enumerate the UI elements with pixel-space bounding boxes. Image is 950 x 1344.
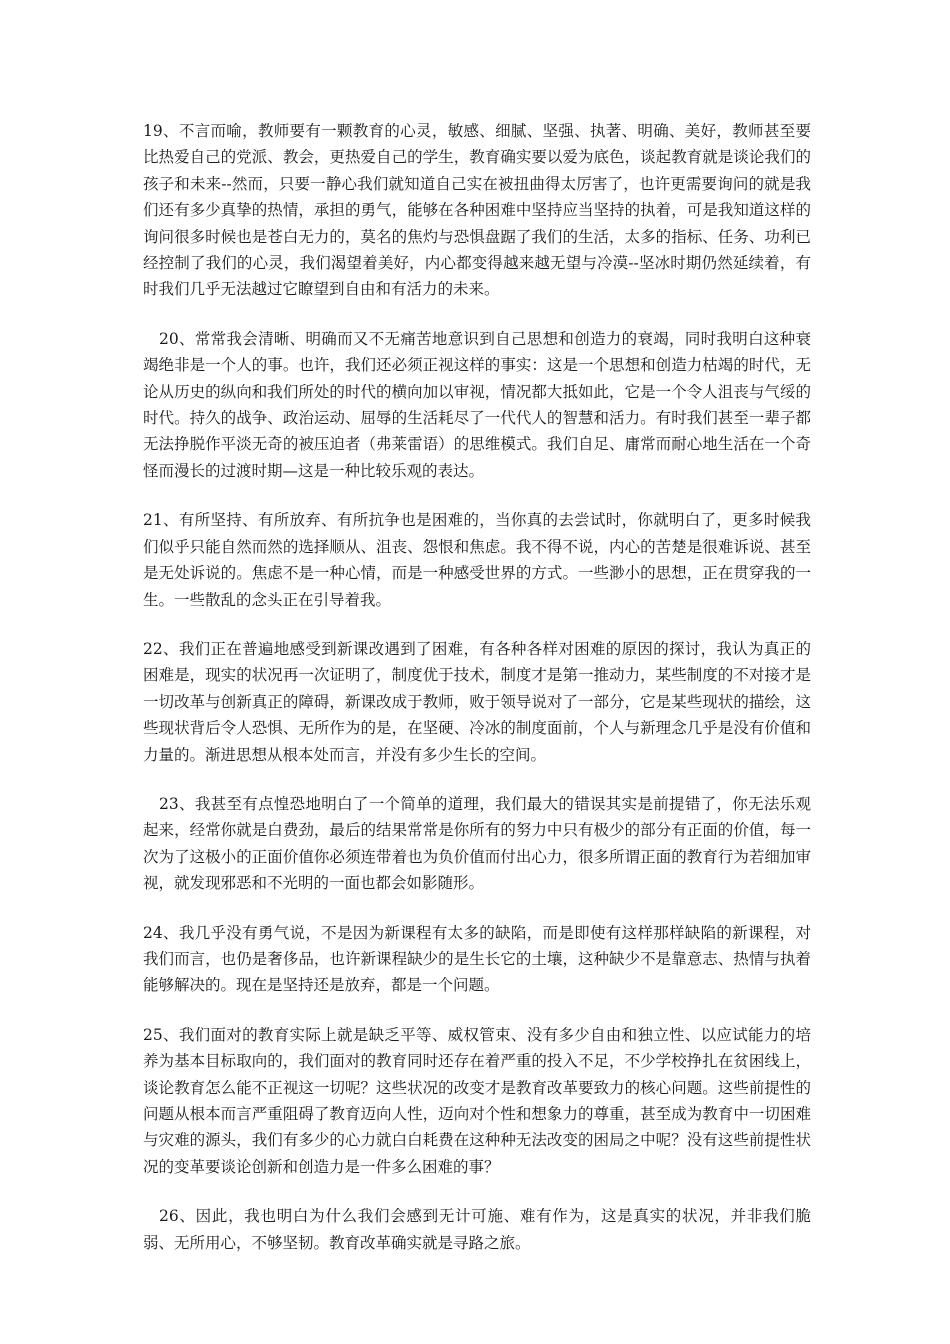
paragraph-19: 19、不言而喻，教师要有一颗教育的心灵，敏感、细腻、坚强、执著、明确、美好，教师甚至要比热爱自己的党派、教会，更热爱自己的学生，教育确实要以爱为底色，谈起教育就是谈论我们的孩子和未来--然而，只要一静心我们就知道自己实在被扭曲得太厉害了，也许更需要询问的就是我们还有多少真挚的热情，承担的勇气，能够在各种困难中坚持应当坚持的执着，可是我知道这样的询问很多时候也是苍白无力的，莫名的焦灼与恐惧盘踞了我们的生活，太多的指标、任务、功利已经控制了我们的心灵，我们渴望着美好，内心都变得越来越无望与冷漠--坚冰时期仍然延续着，有时我们几乎无法越过它瞭望到自由和有活力的未来。 [143, 122, 811, 299]
paragraph-26: 26、因此，我也明白为什么我们会感到无计可施、难有作为，这是真实的状况，并非我们脆弱、无所用心，不够坚韧。教育改革确实就是寻路之旅。 [143, 1207, 811, 1252]
paragraph-23: 23、我甚至有点惶恐地明白了一个简单的道理，我们最大的错误其实是前提错了，你无法乐观起来，经常你就是白费劲，最后的结果常常是你所有的努力中只有极少的部分有正面的价值，每一次为了这极小的正面价值你必须连带着也为负价值而付出心力，很多所谓正面的教育行为若细加审视，就发现邪恶和不光明的一面也都会如影随形。 [143, 794, 811, 893]
paragraph-20: 20、常常我会清晰、明确而又不无痛苦地意识到自己思想和创造力的衰竭，同时我明白这种衰竭绝非是一个人的事。也许，我们还必须正视这样的事实：这是一个思想和创造力枯竭的时代，无论从历史的纵向和我们所处的时代的横向加以审视，情况都大抵如此，它是一个令人沮丧与气绥的时代。持久的战争、政治运动、屈辱的生活耗尽了一代代人的智慧和活力。有时我们甚至一辈子都无法挣脱作平淡无奇的被压迫者（弗莱雷语）的思维模式。我们自足、庸常而耐心地生活在一个奇怪而漫长的过渡时期—这是一种比较乐观的表达。 [143, 329, 811, 480]
paragraph-24: 24、我几乎没有勇气说，不是因为新课程有太多的缺陷，而是即使有这样那样缺陷的新课程，对我们而言，也仍是奢侈品，也许新课程缺少的是生长它的土壤，这种缺少不是靠意志、热情与执着能够解决的。现在是坚持还是放弃，都是一个问题。 [143, 923, 811, 995]
document-page [143, 118, 811, 1279]
paragraph-25: 25、我们面对的教育实际上就是缺乏平等、威权管束、没有多少自由和独立性、以应试能力的培养为基本目标取向的，我们面对的教育同时还存在着严重的投入不足，不少学校挣扎在贫困线上，谈论教育怎么能不正视这一切呢？这些状况的改变才是教育改革要致力的核心问题。这些前提性的问题从根本而言严重阻碍了教育迈向人性，迈向对个性和想象力的尊重，甚至成为教育中一切困难与灾难的源头，我们有多少的心力就白白耗费在这种种无法改变的困局之中呢？没有这些前提性状况的变革要谈论创新和创造力是一件多么困难的事？ [143, 1025, 811, 1176]
paragraph-21: 21、有所坚持、有所放弃、有所抗争也是困难的，当你真的去尝试时，你就明白了，更多时候我们似乎只能自然而然的选择顺从、沮丧、怨恨和焦虑。我不得不说，内心的苦楚是很难诉说、甚至是无处诉说的。焦虑不是一种心情，而是一种感受世界的方式。一些渺小的思想，正在贯穿我的一生。一些散乱的念头正在引导着我。 [143, 511, 811, 609]
paragraph-22: 22、我们正在普遍地感受到新课改遇到了困难，有各种各样对困难的原因的探讨，我认为真正的困难是，现实的状况再一次证明了，制度优于技术，制度才是第一推动力，某些制度的不对接才是一切改革与创新真正的障碍，新课改成于教师，败于领导说对了一部分，它是某些现状的描绘，这些现状背后令人恐惧、无所作为的是，在坚硬、冷冰的制度面前，个人与新理念几乎是没有价值和力量的。渐进思想从根本处而言，并没有多少生长的空间。 [143, 639, 811, 764]
